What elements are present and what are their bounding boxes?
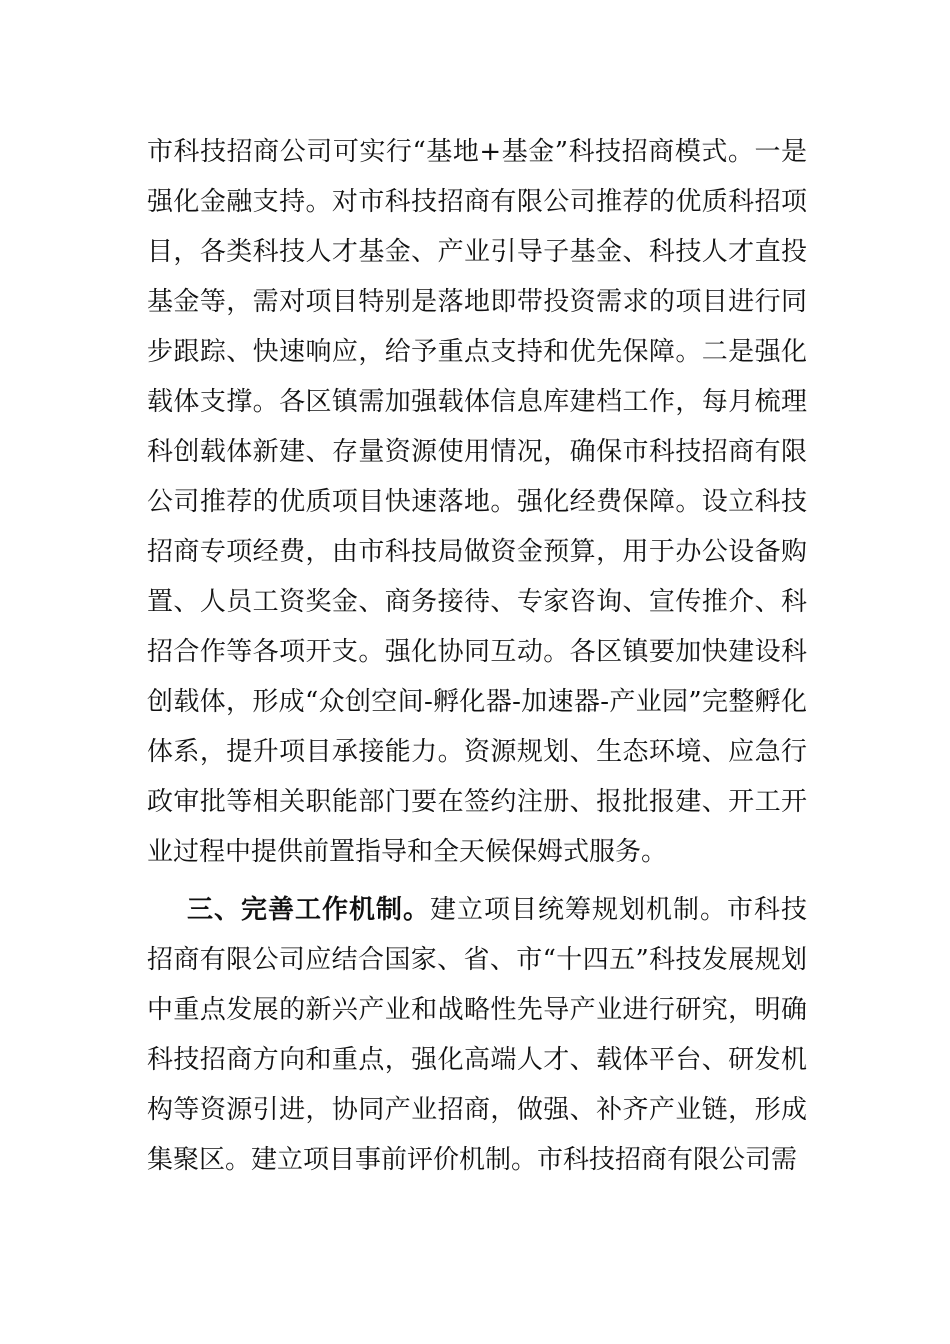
paragraph-text: 市科技招商公司可实行“基地+基金”科技招商模式。一是强化金融支持。对市科技招商有限公司推荐的优质科招项目，各类科技人才基金、产业引导子基金、科技人才直投基金等，需对项目特别是落地即带投资需求的项目进行同步跟踪、快速响应，给予重点支持和优先保障。二是强化载体支撑。各区镇需加强载体信息库建档工作，每月梳理科创载体新建、存量资源使用情况，确保市科技招商有限公司推荐的优质项目快速落地。强化经费保障。设立科技招商专项经费，由市科技局做资金预算，用于办公设备购置、人员工资奖金、商务接待、专家咨询、宣传推介、科招合作等各项开支。强化协同互动。各区镇要加快建设科创载体，形成“众创空间-孵化器-加速器-产业园”完整孵化体系，提升项目承接能力。资源规划、生态环境、应急行政审批等相关职能部门要在签约注册、报批报建、开工开业过程中提供前置指导和全天候保姆式服务。 (147, 137, 807, 867)
section-heading: 三、完善工作机制。 (187, 895, 430, 925)
paragraph-text: 建立项目统筹规划机制。市科技招商有限公司应结合国家、省、市“十四五”科技发展规划中重点发展的新兴产业和战略性先导产业进行研究，明确科技招商方向和重点，强化高端人才、载体平台、研发机构等资源引进，协同产业招商，做强、补齐产业链，形成集聚区。建立项目事前评价机制。市科技招商有限公司需 (147, 895, 807, 1175)
document-body (147, 127, 807, 1185)
paragraph-continued (147, 127, 807, 877)
paragraph-section-three (147, 885, 807, 1185)
